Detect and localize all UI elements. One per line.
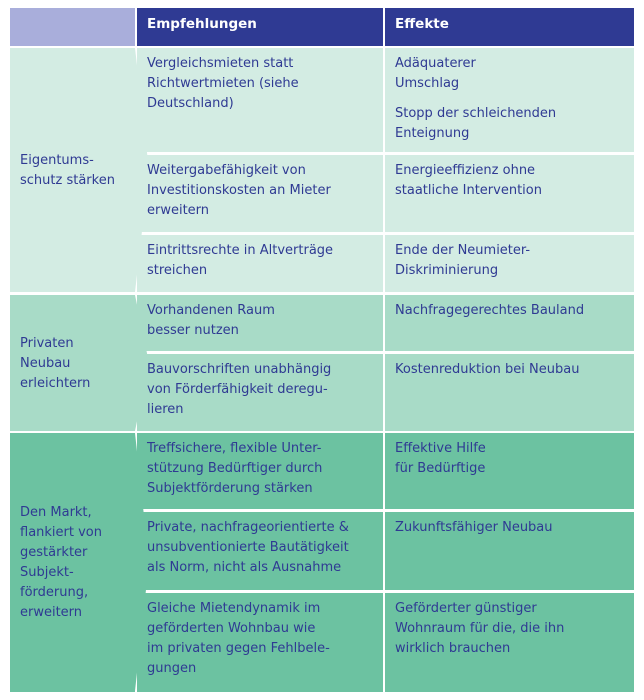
effect-text: Kostenreduktion bei Neubau <box>395 362 580 377</box>
header-empfehlungen: Empfehlungen <box>137 8 383 46</box>
effect-cell <box>385 354 634 431</box>
group-label: Eigentums- schutz stärken <box>20 153 115 188</box>
effect-cell <box>385 433 634 509</box>
recommendation-cell: Vorhandenen Raum besser nutzen <box>137 295 383 351</box>
effect-cell <box>385 295 634 351</box>
recommendations-table <box>10 8 634 692</box>
effect-text: Geförderter günstiger Wohnraum für die, die ihn wirklich brauchen <box>395 601 565 656</box>
effect-cell <box>385 593 634 692</box>
effect-text: Zukunftsfähiger Neubau <box>395 520 553 535</box>
effect-cell <box>385 512 634 590</box>
effect-text: Ende der Neumieter- Diskriminierung <box>395 243 531 278</box>
effect-text: Energieeffizienz ohne staatliche Intervention <box>395 163 542 198</box>
recommendation-cell: Bauvorschriften unabhängig von Förderfähigkeit deregu- lieren <box>137 354 383 431</box>
recommendation-cell: Vergleichsmieten statt Richtwertmieten (siehe Deutschland) <box>137 48 383 152</box>
effect-cell <box>385 48 634 152</box>
header-effekte: Effekte <box>385 8 634 46</box>
group-label: Den Markt, flankiert von gestärkter Subjekt- förderung, erweitern <box>20 505 102 620</box>
effect-cell <box>385 235 634 292</box>
recommendation-cell: Eintrittsrechte in Altverträge streichen <box>137 235 383 292</box>
recommendation-cell: Private, nachfrageorientierte & unsubventionierte Bautätigkeit als Norm, nicht als Ausnahme <box>137 512 383 590</box>
group-label: Privaten Neubau erleichtern <box>20 336 91 391</box>
effect-text: Adäquaterer Umschlag <box>395 56 476 91</box>
header-blank-cell <box>10 8 135 46</box>
recommendation-cell: Gleiche Mietendynamik im geförderten Wohnbau wie im privaten gegen Fehlbele- gungen <box>137 593 383 692</box>
effect-cell <box>385 155 634 232</box>
recommendation-cell: Weitergabefähigkeit von Investitionskosten an Mieter erweitern <box>137 155 383 232</box>
effect-text: Nachfragegerechtes Bauland <box>395 303 585 318</box>
effect-text: Stopp der schleichenden Enteignung <box>395 106 557 141</box>
recommendation-cell: Treffsichere, flexible Unter- stützung Bedürftiger durch Subjektförderung stärken <box>137 433 383 509</box>
effect-text: Effektive Hilfe für Bedürftige <box>395 441 486 476</box>
